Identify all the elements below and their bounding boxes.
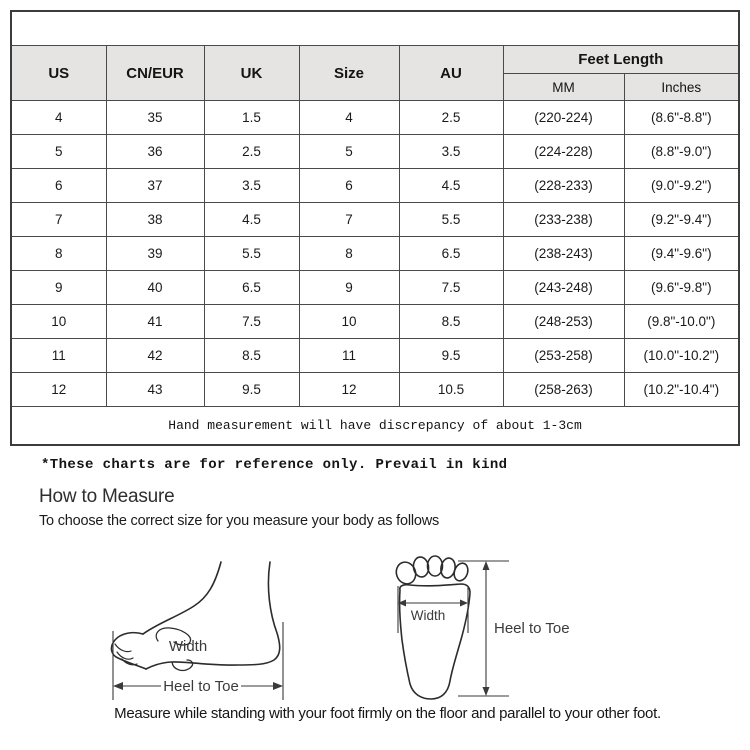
cell-inches: (8.6"-8.8") [624,101,739,135]
cell-uk: 9.5 [204,373,299,407]
cell-size: 8 [299,237,399,271]
cell-mm: (248-253) [503,305,624,339]
cell-size: 11 [299,339,399,373]
cell-mm: (243-248) [503,271,624,305]
cell-mm: (238-243) [503,237,624,271]
column-header-uk: UK [204,46,299,101]
cell-size: 9 [299,271,399,305]
cell-us: 9 [11,271,106,305]
cell-cn-eur: 43 [106,373,204,407]
cell-mm: (224-228) [503,135,624,169]
table-row [11,339,739,373]
cell-mm: (228-233) [503,169,624,203]
cell-us: 7 [11,203,106,237]
cell-us: 12 [11,373,106,407]
cell-uk: 7.5 [204,305,299,339]
cell-uk: 2.5 [204,135,299,169]
table-row [11,271,739,305]
how-to-measure-heading: How to Measure [39,486,175,507]
top-view-foot-diagram [393,556,569,699]
table-row [11,373,739,407]
column-header-au: AU [399,46,503,101]
column-header-size: Size [299,46,399,101]
table-row [11,203,739,237]
cell-inches: (10.2"-10.4") [624,373,739,407]
cell-cn-eur: 39 [106,237,204,271]
cell-au: 10.5 [399,373,503,407]
column-header-mm: MM [503,74,624,101]
cell-uk: 3.5 [204,169,299,203]
cell-cn-eur: 41 [106,305,204,339]
cell-uk: 6.5 [204,271,299,305]
cell-size: 7 [299,203,399,237]
table-footer-row [11,407,739,446]
table-footer-note: Hand measurement will have discrepancy of about 1-3cm [11,407,739,446]
foot-side-outline [143,562,221,634]
table-row [11,101,739,135]
table-row [11,169,739,203]
cell-au: 3.5 [399,135,503,169]
cell-cn-eur: 40 [106,271,204,305]
table-row [11,237,739,271]
cell-us: 6 [11,169,106,203]
table-spacer-row [11,11,739,46]
cell-mm: (220-224) [503,101,624,135]
foot-sole-outline [400,584,470,699]
cell-au: 8.5 [399,305,503,339]
cell-us: 8 [11,237,106,271]
cell-mm: (233-238) [503,203,624,237]
size-chart-table [10,10,740,446]
column-header-inches: Inches [624,74,739,101]
cell-au: 4.5 [399,169,503,203]
cell-au: 5.5 [399,203,503,237]
cell-size: 5 [299,135,399,169]
table-header-row [11,46,739,74]
cell-cn-eur: 36 [106,135,204,169]
side-view-foot-diagram [111,562,283,700]
table-spacer-cell [11,11,739,46]
cell-inches: (9.4"-9.6") [624,237,739,271]
cell-mm: (258-263) [503,373,624,407]
cell-au: 7.5 [399,271,503,305]
cell-inches: (8.8"-9.0") [624,135,739,169]
cell-au: 2.5 [399,101,503,135]
cell-us: 10 [11,305,106,339]
cell-cn-eur: 42 [106,339,204,373]
cell-uk: 5.5 [204,237,299,271]
cell-size: 4 [299,101,399,135]
measurement-diagrams [0,538,750,708]
cell-uk: 4.5 [204,203,299,237]
cell-inches: (9.6"-9.8") [624,271,739,305]
cell-inches: (9.0"-9.2") [624,169,739,203]
cell-au: 9.5 [399,339,503,373]
cell-mm: (253-258) [503,339,624,373]
cell-uk: 1.5 [204,101,299,135]
table-row [11,305,739,339]
column-header-us: US [11,46,106,101]
cell-cn-eur: 35 [106,101,204,135]
cell-inches: (9.2"-9.4") [624,203,739,237]
cell-cn-eur: 38 [106,203,204,237]
cell-inches: (10.0"-10.2") [624,339,739,373]
side-view-width-label: Width [168,638,208,655]
column-header-cn-eur: CN/EUR [106,46,204,101]
reference-note: *These charts are for reference only. Prevail in kind [41,457,508,473]
cell-inches: (9.8"-10.0") [624,305,739,339]
top-view-heel-to-toe-label: Heel to Toe [494,620,570,637]
how-to-measure-subheading: To choose the correct size for you measure your body as follows [39,513,440,529]
cell-size: 10 [299,305,399,339]
cell-uk: 8.5 [204,339,299,373]
cell-size: 12 [299,373,399,407]
column-header-feet-length: Feet Length [503,46,739,74]
cell-au: 6.5 [399,237,503,271]
measure-caption: Measure while standing with your foot firmly on the floor and parallel to your other foot. [114,705,661,722]
cell-us: 4 [11,101,106,135]
top-view-width-label: Width [410,608,446,623]
table-row [11,135,739,169]
cell-us: 11 [11,339,106,373]
cell-cn-eur: 37 [106,169,204,203]
cell-size: 6 [299,169,399,203]
side-view-heel-to-toe-label: Heel to Toe [163,678,239,695]
cell-us: 5 [11,135,106,169]
